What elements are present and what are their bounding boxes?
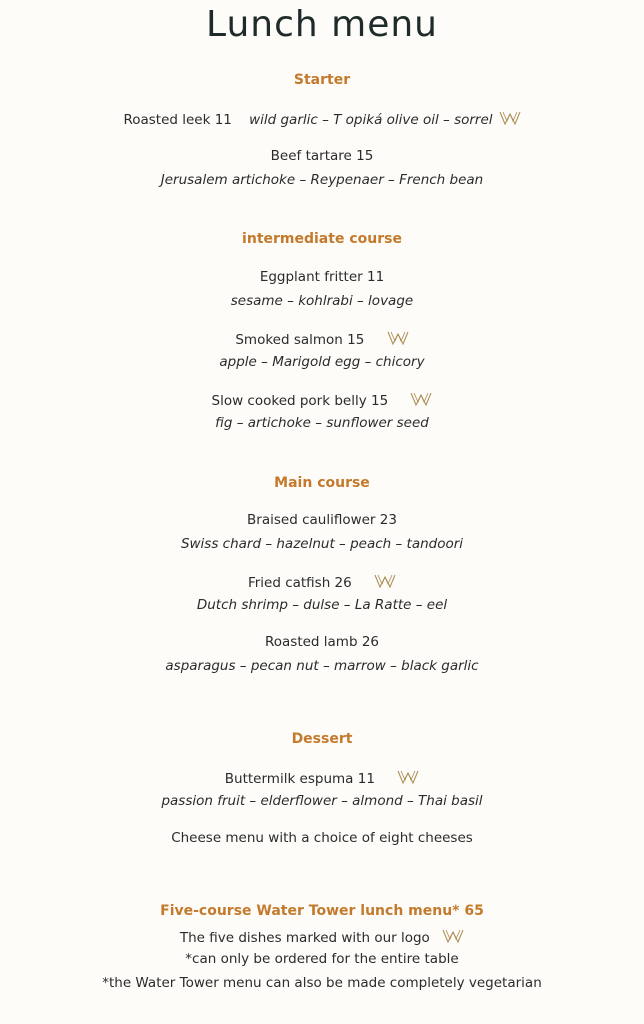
dish-ingredients: asparagus – pecan nut – marrow – black garlic <box>165 658 479 674</box>
section-heading-intermediate: intermediate course <box>242 231 402 247</box>
tasting-note: *the Water Tower menu can also be made completely vegetarian <box>102 975 542 991</box>
dish-line <box>0 391 644 409</box>
dish-name: Beef tartare 15 <box>270 148 374 164</box>
tasting-description: The five dishes marked with our logo <box>179 930 430 946</box>
water-tower-logo-icon <box>410 391 432 407</box>
cheese-menu-note: Cheese menu with a choice of eight cheeses <box>171 830 473 846</box>
dish-ingredients: passion fruit – elderflower – almond – Thai basil <box>161 793 483 809</box>
dish-ingredients: Dutch shrimp – dulse – La Ratte – eel <box>196 597 448 613</box>
dish-name: Fried catfish 26 <box>247 575 352 591</box>
dish-ingredients: wild garlic – T opiká olive oil – sorrel <box>249 112 493 128</box>
water-tower-logo-icon <box>374 573 396 589</box>
dish-ingredients: fig – artichoke – sunflower seed <box>215 415 429 431</box>
dish-ingredients: apple – Marigold egg – chicory <box>219 354 425 370</box>
dish-name: Roasted leek 11 <box>123 112 232 128</box>
section-heading-starter: Starter <box>293 72 351 88</box>
page-title: Lunch menu <box>206 4 438 45</box>
water-tower-logo-icon <box>499 110 521 126</box>
dish-line <box>0 769 644 787</box>
water-tower-logo-icon <box>397 769 419 785</box>
tasting-note: *can only be ordered for the entire table <box>185 951 459 967</box>
dish-line <box>0 330 644 348</box>
dish-name: Smoked salmon 15 <box>235 332 365 348</box>
section-heading-dessert: Dessert <box>291 731 353 747</box>
dish-name: Eggplant fritter 11 <box>259 269 385 285</box>
dish-name: Slow cooked pork belly 15 <box>211 393 389 409</box>
section-heading-main: Main course <box>274 475 370 491</box>
dish-ingredients: sesame – kohlrabi – lovage <box>230 293 414 309</box>
tasting-menu-heading: Five-course Water Tower lunch menu* 65 <box>160 903 484 919</box>
dish-name: Braised cauliflower 23 <box>247 512 397 528</box>
dish-ingredients: Swiss chard – hazelnut – peach – tandoori <box>180 536 464 552</box>
water-tower-logo-icon <box>387 330 409 346</box>
tasting-line <box>0 928 644 946</box>
water-tower-logo-icon <box>442 928 464 944</box>
dish-line <box>0 573 644 591</box>
dish-name: Buttermilk espuma 11 <box>224 771 375 787</box>
dish-ingredients: Jerusalem artichoke – Reypenaer – French bean <box>160 172 484 188</box>
dish-name: Roasted lamb 26 <box>264 634 379 650</box>
dish-line <box>0 110 644 128</box>
